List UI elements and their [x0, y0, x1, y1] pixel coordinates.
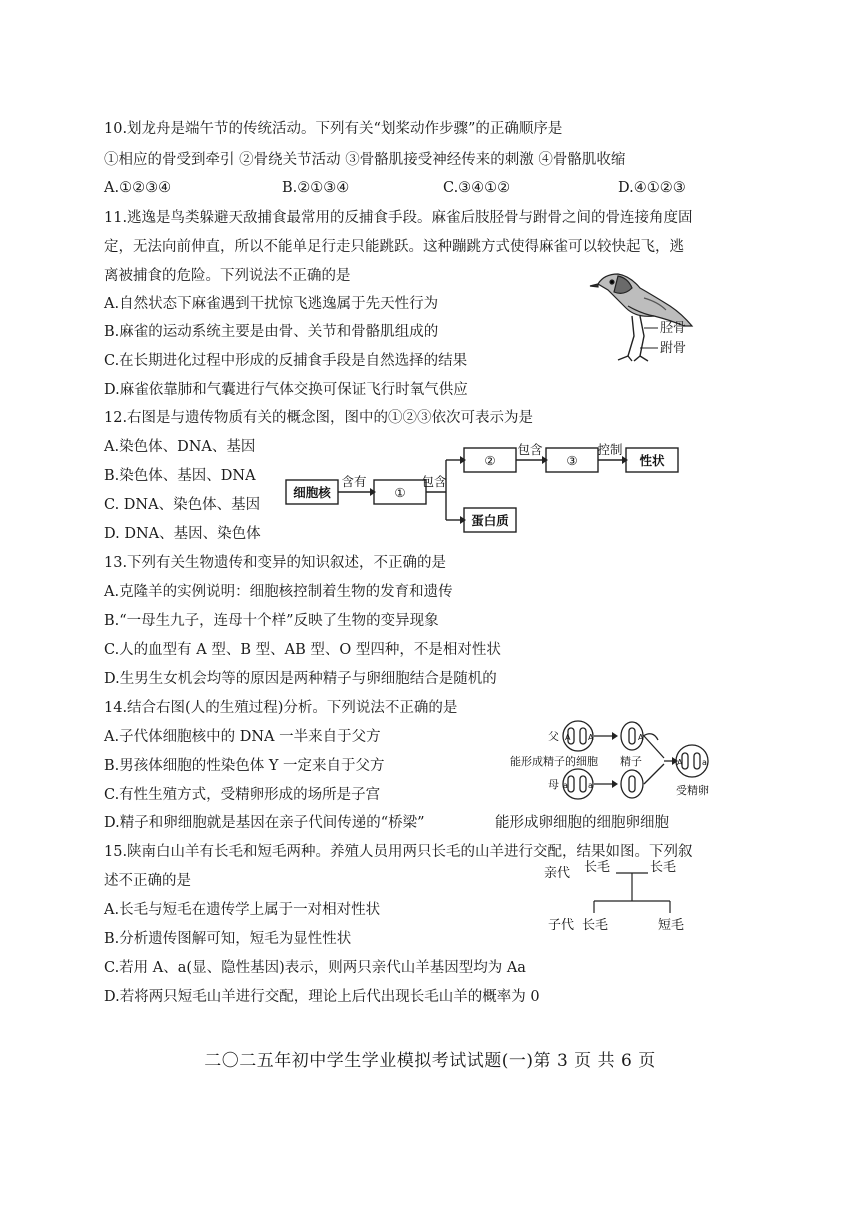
q14-option-c: C.有性生殖方式，受精卵形成的场所是子宫: [104, 787, 381, 803]
node-nucleus: 细胞核: [293, 485, 331, 500]
tarsus-label: 跗骨: [660, 341, 687, 356]
inheritance-diagram: [540, 855, 700, 935]
q15-option-b: B.分析遗传图解可知，短毛为显性性状: [104, 931, 352, 947]
q15-stem-line-1: 15.陕南白山羊有长毛和短毛两种。养殖人员用两只长毛的山羊进行交配，结果如图。下列叙: [104, 844, 693, 860]
q14-option-b: B.男孩体细胞的性染色体 Y 一定来自于父方: [104, 758, 385, 774]
q12-option-a: A.染色体、DNA、基因: [104, 439, 256, 455]
q13-option-b: B.“一母生九子，连母十个样”反映了生物的变异现象: [104, 613, 439, 629]
mother-label: 母: [548, 778, 559, 791]
q11-stem-line-1: 11.逃逸是鸟类躲避天敌捕食最常用的反捕食手段。麻雀后肢胫骨与跗骨之间的骨连接角度固: [104, 210, 693, 226]
svg-text:a: a: [588, 781, 593, 790]
father-label: 父: [548, 730, 559, 743]
edge-contains-1: 包含: [421, 474, 447, 489]
edge-controls: 控制: [597, 442, 623, 457]
q11-option-a: A.自然状态下麻雀遇到干扰惊飞逃逸属于先天性行为: [104, 296, 439, 312]
edge-contains-2: 包含: [517, 442, 543, 457]
node-protein: 蛋白质: [471, 513, 509, 528]
q14-option-d: D.精子和卵细胞就是基因在亲子代间传递的“桥梁”: [104, 815, 425, 831]
q13-option-d: D.生男生女机会均等的原因是两种精子与卵细胞结合是随机的: [104, 671, 497, 687]
offspring-label: 子代: [548, 918, 575, 933]
q11-option-d: D.麻雀依靠肺和气囊进行气体交换可保证飞行时氧气供应: [104, 382, 468, 398]
parent-long-1: 长毛: [584, 860, 611, 875]
svg-text:A: A: [588, 733, 594, 742]
parent-long-2: 长毛: [650, 860, 677, 875]
q12-stem: 12.右图是与遗传物质有关的概念图，图中的①②③依次可表示为是: [104, 410, 534, 426]
svg-text:A: A: [638, 733, 644, 742]
svg-text:A: A: [565, 733, 571, 742]
svg-text:a: a: [563, 781, 568, 790]
edge-has: 含有: [341, 474, 367, 489]
q13-option-a: A.克隆羊的实例说明：细胞核控制着生物的发育和遗传: [104, 584, 453, 600]
child-long: 长毛: [582, 918, 609, 933]
node-trait: 性状: [639, 453, 665, 468]
q11-option-c: C.在长期进化过程中形成的反捕食手段是自然选择的结果: [104, 353, 468, 369]
svg-text:a: a: [702, 758, 707, 767]
reproduction-diagram: [508, 718, 720, 814]
q14-stem: 14.结合右图(人的生殖过程)分析。下列说法不正确的是: [104, 700, 458, 716]
parents-label: 亲代: [544, 866, 571, 881]
q12-option-d: D. DNA、基因、染色体: [104, 526, 261, 542]
q12-option-b: B.染色体、基因、DNA: [104, 468, 256, 484]
q13-stem: 13.下列有关生物遗传和变异的知识叙述，不正确的是: [104, 555, 447, 571]
q14-option-a: A.子代体细胞核中的 DNA 一半来自于父方: [104, 729, 381, 745]
q15-option-c: C.若用 A、a(显、隐性基因)表示，则两只亲代山羊基因型均为 Aa: [104, 960, 526, 976]
q10-option-c: C.③④①②: [443, 180, 511, 196]
q15-stem-line-2: 述不正确的是: [104, 873, 191, 889]
sperm-cell-label: 能形成精子的细胞: [510, 755, 598, 768]
q11-stem-line-2: 定，无法向前伸直，所以不能单足行走只能跳跃。这种蹦跳方式使得麻雀可以较快起飞，逃: [104, 239, 684, 255]
q12-option-c: C. DNA、染色体、基因: [104, 497, 261, 513]
page-footer: 二〇二五年初中学生学业模拟考试试题(一)第 3 页 共 6 页: [204, 1051, 656, 1071]
q13-option-c: C.人的血型有 A 型、B 型、AB 型、O 型四种，不是相对性状: [104, 642, 501, 658]
sperm-label: 精子: [620, 755, 642, 768]
node-3: ③: [566, 453, 578, 468]
svg-text:A: A: [677, 758, 683, 767]
q14-egg-cell-caption: 能形成卵细胞的细胞卵细胞: [495, 815, 669, 831]
q10-stem: 10.划龙舟是端午节的传统活动。下列有关“划桨动作步骤”的正确顺序是: [104, 121, 563, 137]
node-1: ①: [394, 485, 406, 500]
q10-option-d: D.④①②③: [618, 180, 686, 196]
q11-stem-line-3: 离被捕食的危险。下列说法不正确的是: [104, 268, 351, 284]
q15-option-a: A.长毛与短毛在遗传学上属于一对相对性状: [104, 902, 381, 918]
genetic-concept-map: [282, 432, 702, 540]
zygote-label: 受精卵: [676, 784, 709, 797]
q15-option-d: D.若将两只短毛山羊进行交配，理论上后代出现长毛山羊的概率为 0: [104, 989, 540, 1005]
q10-steps: ①相应的骨受到牵引 ②骨绕关节活动 ③骨骼肌接受神经传来的刺激 ④骨骼肌收缩: [104, 152, 626, 168]
node-2: ②: [484, 453, 496, 468]
tibia-label: 胫骨: [660, 321, 687, 336]
q11-option-b: B.麻雀的运动系统主要是由骨、关节和骨骼肌组成的: [104, 324, 439, 340]
q10-option-b: B.②①③④: [282, 180, 350, 196]
sparrow-figure: [588, 262, 708, 370]
child-short: 短毛: [658, 918, 685, 933]
q10-option-a: A.①②③④: [104, 180, 172, 196]
